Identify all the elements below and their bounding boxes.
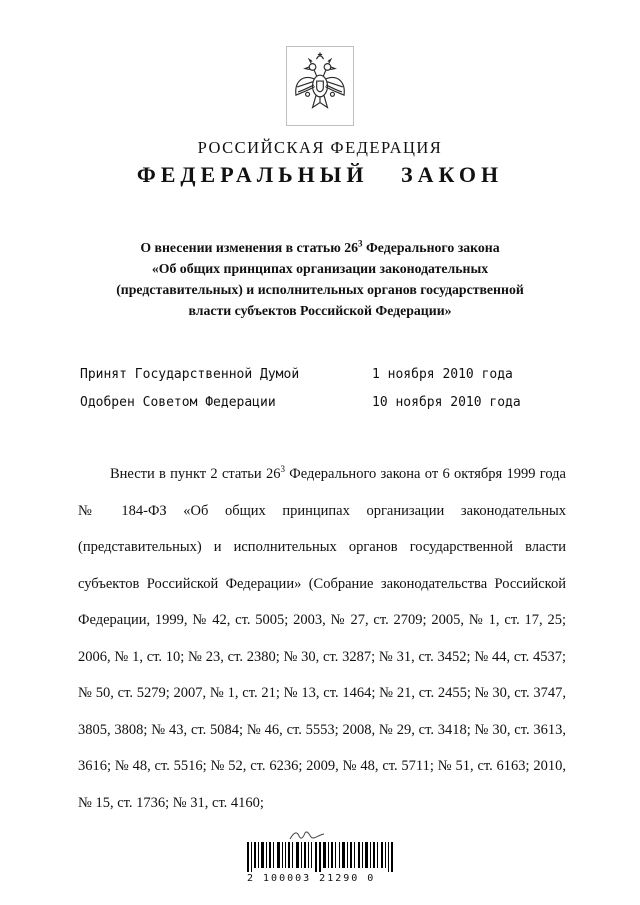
law-title-text: О внесении изменения в статью 26 xyxy=(140,240,358,255)
law-body-paragraph xyxy=(78,456,566,821)
adoption-date: 1 ноября 2010 года xyxy=(372,367,513,382)
adoption-label: Принят Государственной Думой xyxy=(80,367,300,382)
adoption-row-duma xyxy=(80,366,560,384)
superscript-3: 3 xyxy=(358,238,363,249)
russian-eagle-emblem-icon xyxy=(291,51,349,121)
law-title xyxy=(60,237,580,321)
barcode-digits: 2 100003 21290 0 xyxy=(247,873,376,884)
barcode-bars-icon xyxy=(247,842,397,872)
country-name: РОССИЙСКАЯ ФЕДЕРАЦИЯ xyxy=(197,138,443,157)
superscript-3: 3 xyxy=(280,464,285,475)
barcode xyxy=(247,842,397,884)
law-title-line4: власти субъектов Российской Федерации» xyxy=(188,303,452,318)
body-text: Внести в пункт 2 статьи 26 xyxy=(110,466,281,482)
coat-of-arms-box xyxy=(286,46,354,126)
adoption-date: 10 ноября 2010 года xyxy=(372,395,521,410)
adoption-row-federation-council xyxy=(80,394,560,412)
handwritten-mark xyxy=(288,828,328,842)
law-title-line1 xyxy=(60,237,580,258)
law-title-text: Федерального закона xyxy=(362,240,500,255)
body-text: Федерального закона от 6 октября 1999 года № 184-ФЗ «Об общих принципах организации законодательных (представительных) и исполнительных органов государственной власти субъектов Российской Федерации» (Собрание законодательства Российской Федерации, 1999, № 42, ст. 5005; 2003, № 27, ст. 2709; 2005, № 1, ст. 17, 25; 2006, № 1, ст. 10; № 23, ст. 2380; № 30, ст. 3287; № 31, ст. 3452; № 44, ст. 4537; № 50, ст. 5279; 2007, № 1, ст. 21; № 13, ст. 1464; № 21, ст. 2455; № 30, ст. 3747, 3805, 3808; № 43, ст. 5084; № 46, ст. 5553; 2008, № 29, ст. 3418; № 30, ст. 3613, 3616; № 48, ст. 5516; № 52, ст. 6236; 2009, № 48, ст. 5711; № 51, ст. 6163; 2010, № 15, ст. 1736; № 31, ст. 4160; xyxy=(78,466,566,811)
law-title-line2: «Об общих принципах организации законодательных xyxy=(151,261,489,276)
document-type-heading: ФЕДЕРАЛЬНЫЙ ЗАКОН xyxy=(136,162,504,187)
law-title-line3: (представительных) и исполнительных органов государственной xyxy=(116,282,524,297)
adoption-label: Одобрен Советом Федерации xyxy=(80,395,276,410)
adoption-block xyxy=(80,366,560,422)
